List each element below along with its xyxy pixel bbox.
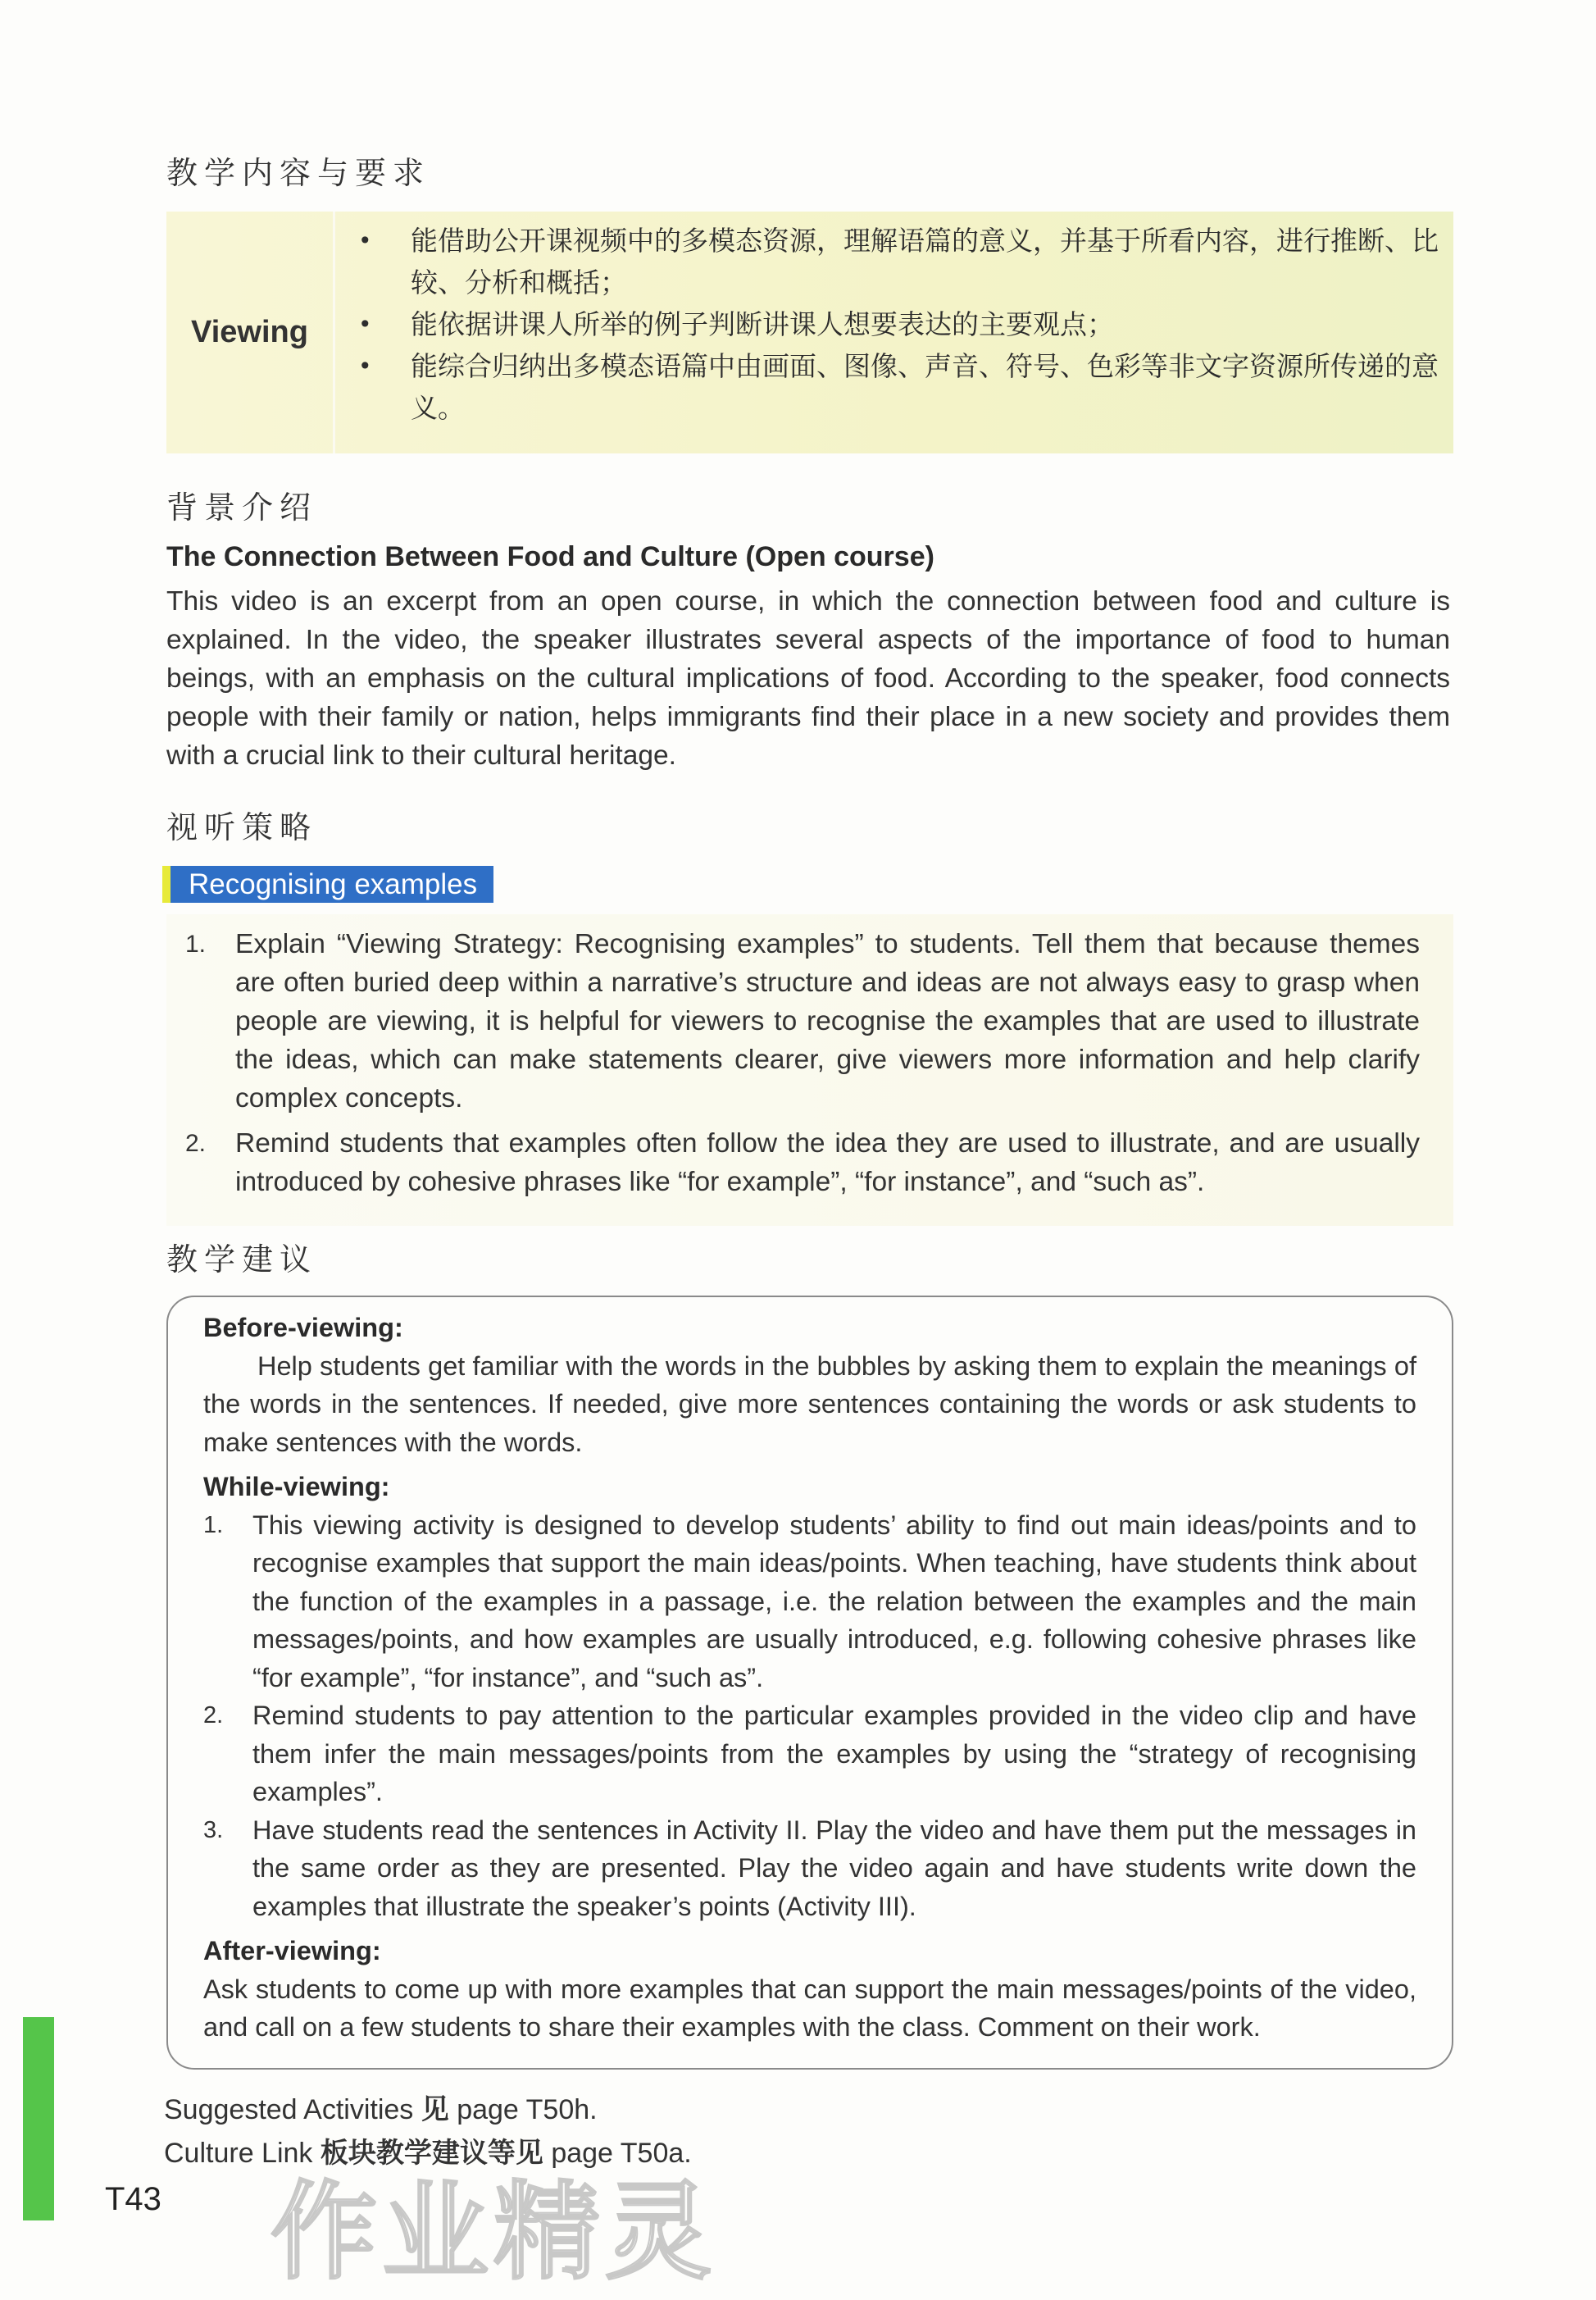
footer-text: page T50h.: [448, 2094, 598, 2125]
watermark: 作业精灵: [271, 2170, 717, 2294]
requirement-item: • 能综合归纳出多模态语篇中由画面、图像、声音、符号、色彩等非文字资源所传递的意义。: [358, 345, 1453, 429]
requirements-label: Viewing: [166, 212, 335, 453]
item-number: 2.: [185, 1130, 207, 1157]
item-text: This viewing activity is designed to develop students’ ability to find out main ideas/points and to recognise examples that support the main ideas/points. When teaching, have students think about the function of the examples in a passage, i.e. the relation between the examples and the main messages/points, and how examples are usually introduced, e.g. following cohesive phrases like “for example”, “for instance”, and “such as”.: [252, 1510, 1416, 1692]
background-paragraph: This video is an excerpt from an open course, in which the connection between food and culture is explained. In the video, the speaker illustrates several aspects of the importance of food to human beings, with an emphasis on the cultural implications of food. According to the speaker, food connects people with their family or nation, helps immigrants find their place in a new society and provides them with a crucial link to their cultural heritage.: [166, 586, 1450, 771]
section-heading-strategy: 视听策略: [166, 809, 318, 845]
footer-text: Culture Link: [164, 2138, 321, 2169]
requirements-list: [335, 212, 1453, 453]
section-heading-suggestions: 教学建议: [166, 1241, 318, 1278]
item-text: Remind students that examples often follow the idea they are used to illustrate, and are usually introduced by cohesive phrases like “for example”, “for instance”, and “such as”.: [235, 1128, 1420, 1197]
footer-text-cn: 板块教学建议等见: [320, 2137, 543, 2170]
before-viewing-title: Before-viewing:: [203, 1313, 403, 1342]
before-viewing-text: Help students get familiar with the words in the bubbles by asking them to explain the meanings of the words in the sentences. If needed, give more sentences containing the words or ask students to make sentences with the words.: [203, 1350, 1416, 1457]
strategy-item: [182, 925, 1420, 1118]
while-viewing-item: [203, 1506, 1416, 1697]
after-viewing-title: After-viewing:: [203, 1936, 381, 1965]
teaching-suggestions-content: [203, 1309, 1416, 2047]
page-edge-tab: [23, 2017, 54, 2220]
section-heading-background: 背景介绍: [166, 490, 318, 526]
requirements-table: [166, 212, 1453, 453]
item-number: 1.: [185, 931, 207, 958]
footer-text-cn: 见: [421, 2093, 449, 2126]
item-number: 2.: [203, 1702, 224, 1728]
item-text: Have students read the sentences in Activity II. Play the video and have them put the messages in the same order as they are presented. Play the video again and have students write down the examples that illustrate the speaker’s points (Activity III).: [252, 1815, 1416, 1921]
item-number: 1.: [203, 1511, 224, 1538]
strategy-tag: Recognising examples: [162, 866, 493, 903]
while-viewing-title: While-viewing:: [203, 1472, 390, 1501]
background-title: The Connection Between Food and Culture (Open course): [166, 541, 934, 572]
after-viewing-text: Ask students to come up with more examples that can support the main messages/points of the video, and call on a few students to share their examples with the class. Comment on their work.: [203, 1974, 1416, 2042]
strategy-item: [182, 1124, 1420, 1201]
while-viewing-item: [203, 1811, 1416, 1926]
footer-text: Suggested Activities: [164, 2094, 421, 2125]
item-number: 3.: [203, 1816, 224, 1843]
section-heading-requirements: 教学内容与要求: [166, 155, 431, 191]
strategy-list: [182, 925, 1420, 1208]
requirement-item: • 能依据讲课人所举的例子判断讲课人想要表达的主要观点；: [358, 303, 1453, 345]
item-text: Remind students to pay attention to the particular examples provided in the video clip and have them infer the main messages/points from the examples by using the “strategy of recognising examples”.: [252, 1701, 1416, 1806]
requirement-item: • 能借助公开课视频中的多模态资源，理解语篇的意义，并基于所看内容，进行推断、比较、分析和概括；: [358, 220, 1453, 303]
item-text: Explain “Viewing Strategy: Recognising examples” to students. Tell them that because themes are often buried deep within a narrative’s structure and ideas are not always easy to grasp when people are viewing, it is helpful for viewers to recognise the examples that are used to illustrate the ideas, which can make statements clearer, give viewers more information and help clarify complex concepts.: [235, 929, 1420, 1114]
while-viewing-item: [203, 1697, 1416, 1811]
footer-text: page T50a.: [543, 2138, 692, 2169]
page-number: T43: [105, 2181, 161, 2217]
while-viewing-list: [203, 1506, 1416, 1926]
suggested-activities-ref: [164, 2087, 598, 2127]
